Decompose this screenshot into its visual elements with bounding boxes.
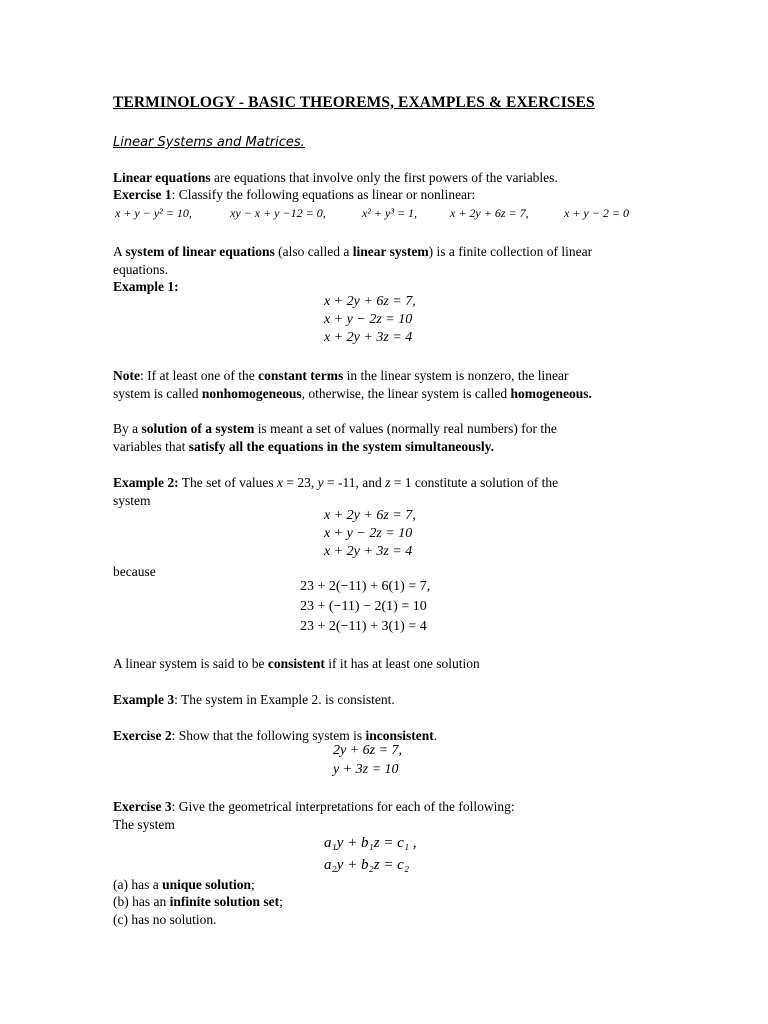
text: A linear system is said to be [113, 656, 268, 671]
text: ; [251, 877, 255, 892]
example-1-label: Example 1: [113, 279, 179, 294]
system-2-eq2: x + y − 2z = 10 [324, 526, 413, 541]
page-title: TERMINOLOGY - BASIC THEOREMS, EXAMPLES & EXERCISES [113, 94, 595, 111]
solution-paragraph [113, 420, 557, 438]
text: (a) has a [113, 877, 163, 892]
term-consistent: consistent [267, 656, 325, 671]
text: (also called a [274, 244, 353, 259]
text: : Classify the following equations as linear or nonlinear: [171, 187, 476, 202]
term-system-of-linear-equations: system of linear equations [125, 244, 275, 259]
because-text: because [113, 564, 156, 579]
text: = -11, and [323, 475, 386, 490]
system-3-eq1: 2y + 6z = 7, [333, 743, 403, 758]
text: = 1 constitute a solution of the [390, 475, 559, 490]
text: : If at least one of the [140, 368, 259, 383]
system-2-eq1: x + 2y + 6z = 7, [324, 508, 416, 523]
exercise-3 [113, 798, 515, 816]
var: y [317, 475, 324, 490]
example-3-label: Example 3 [113, 692, 175, 707]
paragraph-system-definition [113, 243, 592, 261]
note-paragraph [113, 367, 569, 385]
system-2-eq3: x + 2y + 3z = 4 [324, 544, 413, 559]
consistent-paragraph [113, 655, 480, 673]
equation: xy − x + y −12 = 0, [230, 206, 326, 220]
solution-line-2 [113, 438, 494, 456]
system-1-eq2: x + y − 2z = 10 [324, 312, 413, 327]
text: (c) has no solution. [113, 912, 217, 927]
term-unique-solution: unique solution [162, 877, 252, 892]
term-solution-of-a-system: solution of a system [141, 421, 255, 436]
text: , otherwise, the linear system is called [301, 386, 511, 401]
term-linear-system: linear system [352, 244, 429, 259]
var: x [276, 475, 283, 490]
term-homogeneous: homogeneous. [510, 386, 592, 401]
exercise-1-label: Exercise 1 [113, 187, 172, 202]
exercise-2-label: Exercise 2 [113, 728, 172, 743]
example-3 [113, 691, 395, 709]
check-eq2: 23 + (−11) − 2(1) = 10 [300, 599, 427, 614]
term-infinite-solution-set: infinite solution set [169, 894, 280, 909]
term-linear-equations: Linear equations [113, 170, 211, 185]
note-line-2 [113, 385, 592, 403]
example-2 [113, 474, 558, 492]
text: A [113, 244, 126, 259]
check-eq1: 23 + 2(−11) + 6(1) = 7, [300, 579, 431, 594]
system-1-eq3: x + 2y + 3z = 4 [324, 330, 413, 345]
system-3-eq2: y + 3z = 10 [333, 762, 399, 777]
text: are equations that involve only the first powers of the variables. [210, 170, 558, 185]
text: ) is a finite collection of linear [428, 244, 593, 259]
term-constant-terms: constant terms [258, 368, 344, 383]
equation: x + y − y² = 10, [115, 206, 192, 220]
equation: x + 2y + 6z = 7, [450, 206, 529, 220]
text: : Give the geometrical interpretations for each of the following: [171, 799, 515, 814]
example-2-line-2: system [113, 493, 151, 508]
text: (b) has an [113, 894, 170, 909]
exercise-1 [113, 186, 475, 204]
term-inconsistent: inconsistent [365, 728, 434, 743]
term-nonhomogeneous: nonhomogeneous [201, 386, 302, 401]
exercise-3-label: Exercise 3 [113, 799, 172, 814]
text: By a [113, 421, 142, 436]
text: = 23, [282, 475, 318, 490]
text: system is called [113, 386, 202, 401]
text: The set of values [178, 475, 277, 490]
var: z [385, 475, 391, 490]
note-label: Note [113, 368, 140, 383]
system-4-eq2: a₂y + b₂z = c₂ [324, 857, 410, 873]
text: if it has at least one solution [324, 656, 480, 671]
text: . [433, 728, 438, 743]
case-c [113, 911, 217, 929]
text: : Show that the following system is [171, 728, 366, 743]
text: ; [279, 894, 283, 909]
equation: x² + y³ = 1, [362, 206, 418, 220]
text: variables that [113, 439, 189, 454]
system-1-eq1: x + 2y + 6z = 7, [324, 294, 416, 309]
text: in the linear system is nonzero, the linear [343, 368, 569, 383]
case-a [113, 876, 255, 894]
text: is meant a set of values (normally real numbers) for the [254, 421, 557, 436]
paragraph-linear-equations [113, 169, 558, 187]
system-4-eq1: a₁y + b₁z = c₁ , [324, 835, 417, 851]
paragraph-line: equations. [113, 262, 169, 277]
section-subtitle: Linear Systems and Matrices. [113, 135, 305, 150]
text: : The system in Example 2. is consistent. [174, 692, 395, 707]
term-satisfy-all: satisfy all the equations in the system simultaneously. [188, 439, 495, 454]
equation: x + y − 2 = 0 [564, 206, 629, 220]
case-b [113, 893, 283, 911]
example-2-label: Example 2: [113, 475, 179, 490]
exercise-3-line-2: The system [113, 817, 175, 832]
check-eq3: 23 + 2(−11) + 3(1) = 4 [300, 619, 427, 634]
